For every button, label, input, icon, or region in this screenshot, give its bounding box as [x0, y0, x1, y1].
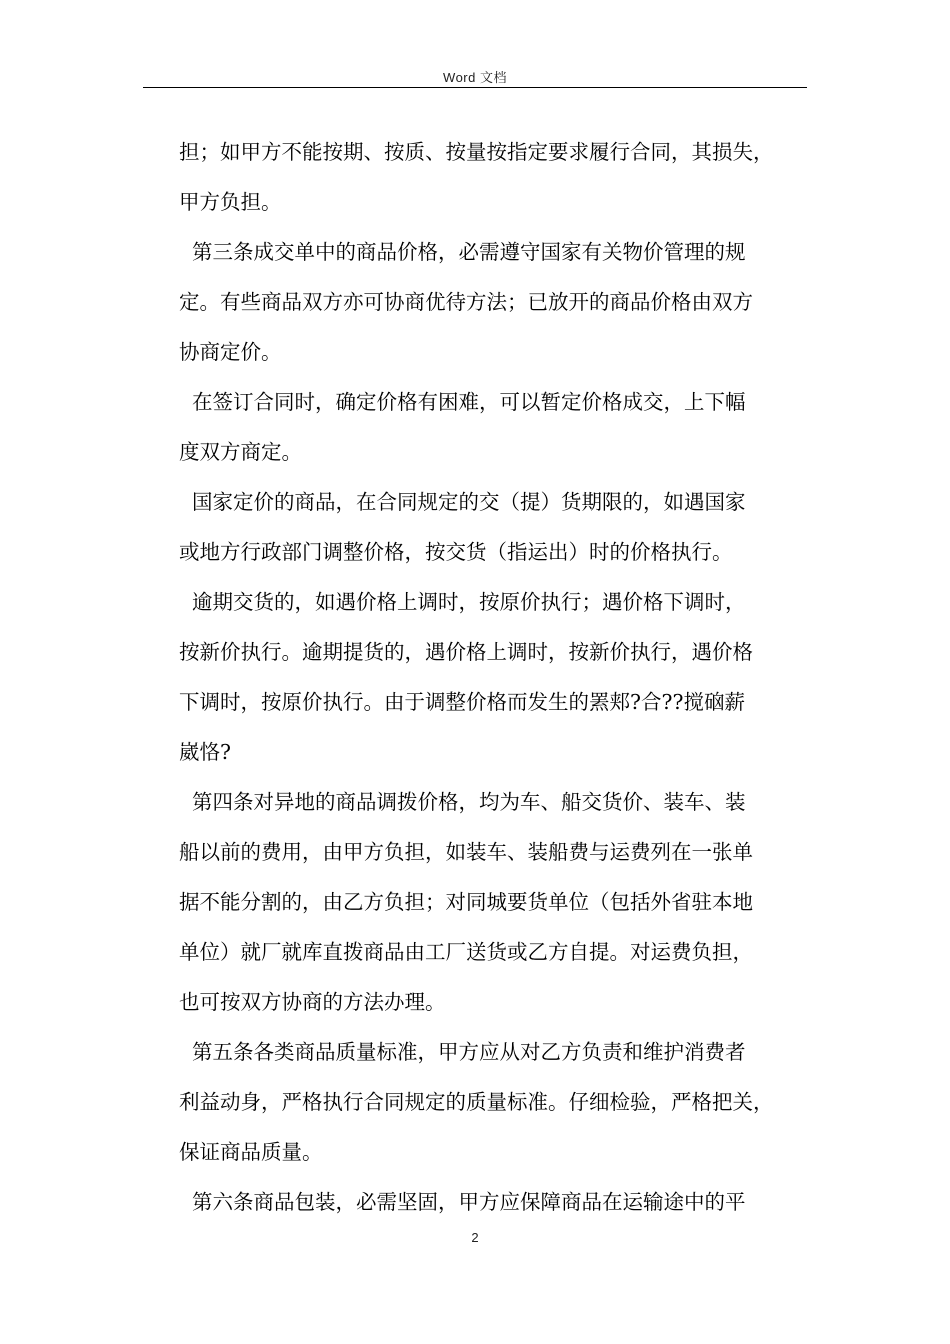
- text-line: 第四条对异地的商品调拨价格，均为车、船交货价、装车、装: [179, 790, 746, 814]
- page-number: 2: [471, 1230, 479, 1245]
- text-line: 协商定价。: [179, 340, 282, 364]
- document-body: [179, 127, 819, 1227]
- text-line: 国家定价的商品，在合同规定的交（提）货期限的，如遇国家: [179, 490, 746, 514]
- text-line: 船以前的费用，由甲方负担，如装车、装船费与运费列在一张单: [179, 840, 753, 864]
- text-line: 第五条各类商品质量标准，甲方应从对乙方负责和维护消费者: [179, 1040, 746, 1064]
- text-line: 度双方商定。: [179, 440, 302, 464]
- text-line: 保证商品质量。: [179, 1140, 323, 1164]
- text-line: 下调时，按原价执行。由于调整价格而发生的罴郏?合??搅硇薪: [179, 690, 745, 714]
- header-divider: [143, 87, 807, 88]
- text-line: 也可按双方协商的方法办理。: [179, 990, 446, 1014]
- text-line: 利益动身，严格执行合同规定的质量标准。仔细检验，严格把关，: [179, 1090, 774, 1114]
- text-line: 崴恪?: [179, 740, 231, 764]
- text-line: 按新价执行。逾期提货的，遇价格上调时，按新价执行，遇价格: [179, 640, 753, 664]
- text-line: 第三条成交单中的商品价格，必需遵守国家有关物价管理的规: [179, 240, 746, 264]
- document-header-title: Word 文档: [443, 70, 507, 85]
- text-line: 单位）就厂就库直拨商品由工厂送货或乙方自提。对运费负担，: [179, 940, 753, 964]
- text-line: 据不能分割的，由乙方负担；对同城要货单位（包括外省驻本地: [179, 890, 753, 914]
- text-line: 逾期交货的，如遇价格上调时，按原价执行；遇价格下调时，: [179, 590, 746, 614]
- text-line: 甲方负担。: [179, 190, 282, 214]
- text-line: 定。有些商品双方亦可协商优待方法；已放开的商品价格由双方: [179, 290, 753, 314]
- text-line: 第六条商品包装，必需坚固，甲方应保障商品在运输途中的平: [179, 1190, 746, 1214]
- text-line: 在签订合同时，确定价格有困难，可以暂定价格成交，上下幅: [179, 390, 746, 414]
- text-line: 或地方行政部门调整价格，按交货（指运出）时的价格执行。: [179, 540, 733, 564]
- text-line: 担；如甲方不能按期、按质、按量按指定要求履行合同，其损失，: [179, 140, 774, 164]
